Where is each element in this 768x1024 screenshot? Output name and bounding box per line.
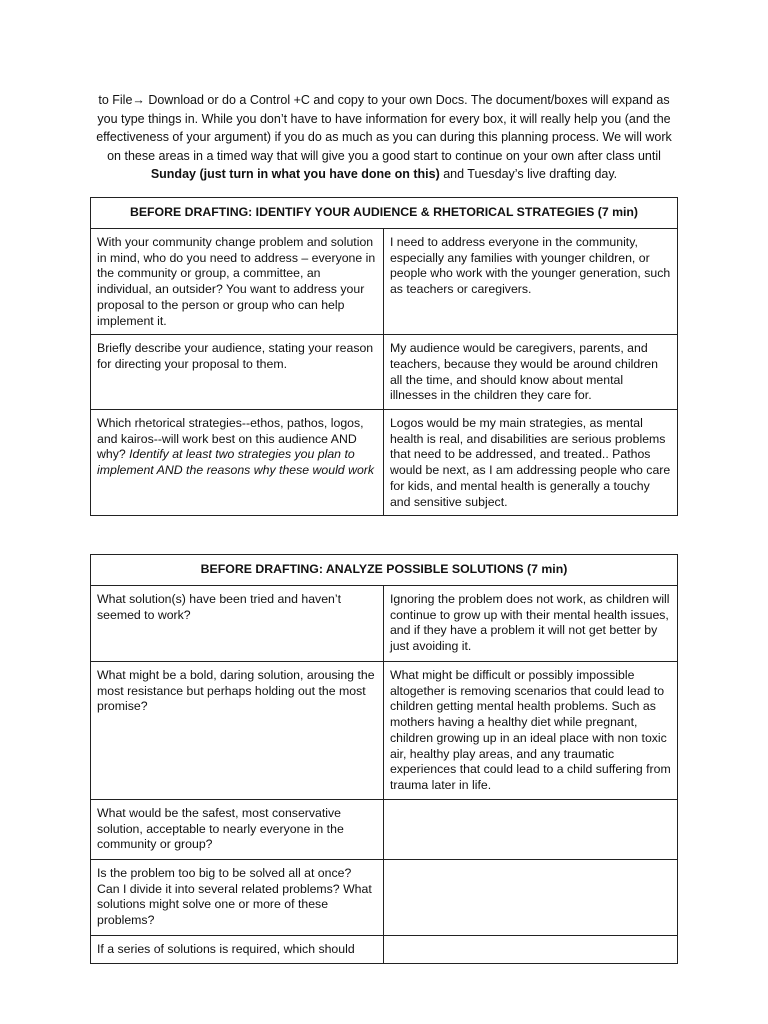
answer-cell[interactable]: Ignoring the problem does not work, as children will continue to grow up with their mental health issues, and if they have a problem it will not get better by just avoiding it. [383,586,677,662]
table-header: BEFORE DRAFTING: IDENTIFY YOUR AUDIENCE & RHETORICAL STRATEGIES (7 min) [91,198,678,229]
table-row [91,335,678,410]
question-cell [91,410,384,516]
intro-text-end: and Tuesday’s live drafting day. [439,167,618,181]
answer-cell[interactable]: I need to address everyone in the community, especially any families with younger children, or people who work with the younger generation, such as teachers or caregivers. [383,229,677,335]
answer-cell[interactable]: My audience would be caregivers, parents, and teachers, because they would be around children all the time, and should know about mental illnesses in the children they care for. [383,335,677,410]
table-header: BEFORE DRAFTING: ANALYZE POSSIBLE SOLUTIONS (7 min) [91,555,678,586]
solutions-table [90,554,678,964]
table-row [91,229,678,335]
answer-cell[interactable]: Logos would be my main strategies, as mental health is real, and disabilities are serious problems that need to be addressed, and treated.. Pathos would be next, as I am addressing people who care for kids, and mental health is generally a touchy and sensitive subject. [383,410,677,516]
intro-paragraph [90,91,678,184]
question-italic-text: Identify at least two strategies you plan to implement AND the reasons why these would work [97,447,375,478]
question-text: Which rhetorical strategies--ethos, pathos, logos, and kairos--will work best on this audience AND why? [97,416,364,462]
question-cell: What might be a bold, daring solution, arousing the most resistance but perhaps holding out the most promise? [91,662,384,800]
question-cell: With your community change problem and solution in mind, who do you need to address – everyone in the community or group, a committee, an individual, an outsider? You want to address your proposal to the person or group who can help implement it. [91,229,384,335]
table-row [91,860,678,936]
question-cell: What would be the safest, most conservative solution, acceptable to nearly everyone in the community or group? [91,800,384,860]
question-cell: What solution(s) have been tried and haven’t seemed to work? [91,586,384,662]
question-cell: If a series of solutions is required, which should [91,936,384,964]
table-row [91,800,678,860]
intro-text: to File→ Download or do a Control +C and copy to your own Docs. The document/boxes will expand as you type things in. While you don’t have to have information for every box, it will really help you (and the effectiveness of your argument) if you do as much as you can during this planning process. We will work on these areas in a timed way that will give you a good start to continue on your own after class until [96,93,672,163]
answer-cell[interactable] [383,936,677,964]
question-cell: Briefly describe your audience, stating your reason for directing your proposal to them. [91,335,384,410]
answer-cell[interactable] [383,860,677,936]
table-row [91,936,678,964]
question-cell: Is the problem too big to be solved all at once? Can I divide it into several related problems? What solutions might solve one or more of these problems? [91,860,384,936]
answer-cell[interactable]: What might be difficult or possibly impossible altogether is removing scenarios that could lead to children getting mental health problems. Such as mothers having a healthy diet while pregnant, children growing up in an ideal place with non toxic air, healthy play areas, and any traumatic experiences that could lead to a child suffering from trauma later in life. [383,662,677,800]
table-row [91,662,678,800]
audience-strategies-table [90,197,678,516]
answer-cell[interactable] [383,800,677,860]
table-row [91,410,678,516]
table-row [91,586,678,662]
intro-bold-text: Sunday (just turn in what you have done on this) [150,167,440,181]
